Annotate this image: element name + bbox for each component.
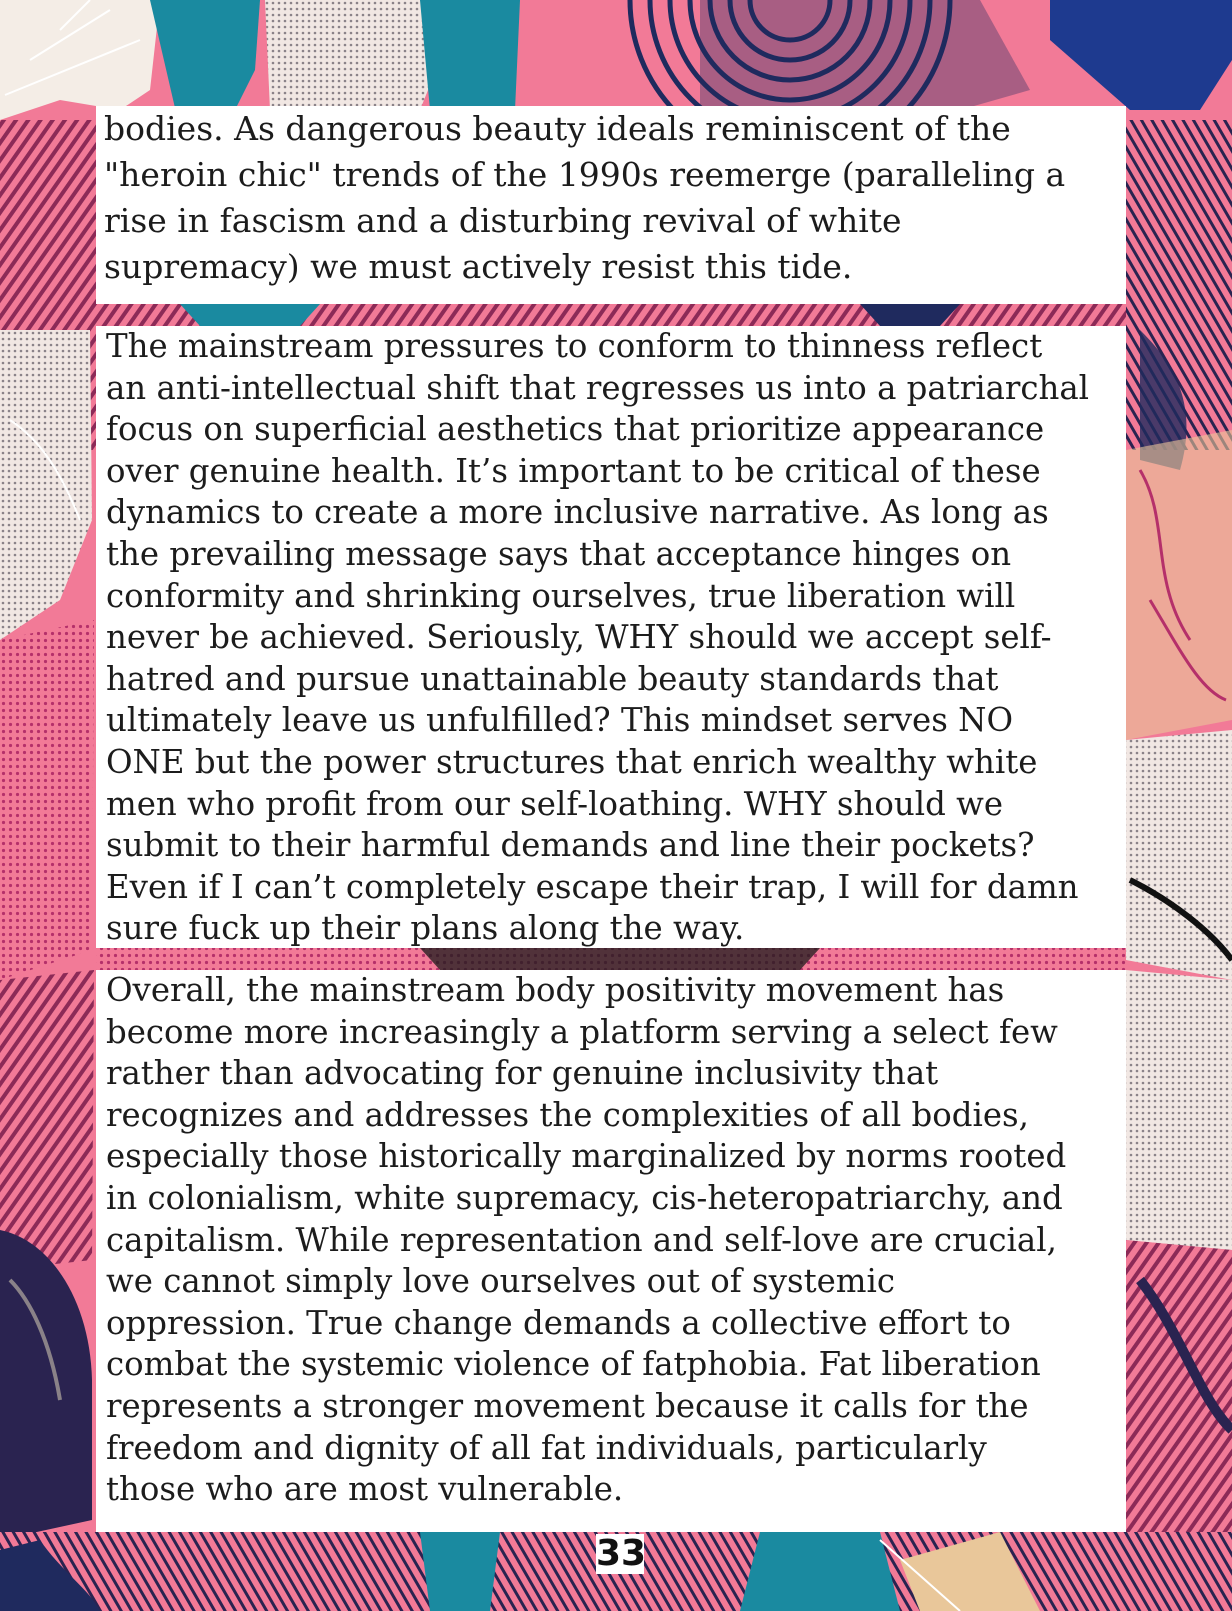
paragraph-line: those who are most vulnerable. <box>106 1470 624 1509</box>
paragraph-line: combat the systemic violence of fatphobia. Fat liberation <box>106 1345 1041 1384</box>
paragraph-line: oppression. True change demands a collective effort to <box>106 1303 1011 1342</box>
paragraph-line: capitalism. While representation and self-love are crucial, <box>106 1220 1057 1259</box>
paragraph-line: an anti-intellectual shift that regresses us into a patriarchal <box>106 368 1090 407</box>
paragraph-line: never be achieved. Seriously, WHY should we accept self- <box>106 618 1052 657</box>
paragraph-3 <box>96 970 1126 1532</box>
page-number: 33 <box>596 1533 647 1574</box>
paragraph-line: bodies. As dangerous beauty ideals reminiscent of the <box>104 109 1011 148</box>
paragraph-1 <box>96 106 1126 304</box>
paragraph-line: conformity and shrinking ourselves, true liberation will <box>106 576 1016 615</box>
paragraph-line: Even if I can’t completely escape their trap, I will for damn <box>106 867 1079 906</box>
paragraph-line: Overall, the mainstream body positivity movement has <box>106 971 1005 1009</box>
paragraph-line: ONE but the power structures that enrich wealthy white <box>106 742 1038 781</box>
paragraph-2 <box>96 326 1126 948</box>
paragraph-line: hatred and pursue unattainable beauty standards that <box>106 659 999 698</box>
paragraph-line: rise in fascism and a disturbing revival of white <box>104 201 902 240</box>
paragraph-line: we cannot simply love ourselves out of systemic <box>106 1262 895 1301</box>
paragraph-line: The mainstream pressures to conform to thinness reflect <box>106 327 1043 365</box>
paragraph-line: supremacy) we must actively resist this tide. <box>104 247 853 286</box>
paragraph-line: sure fuck up their plans along the way. <box>106 909 745 948</box>
paragraph-line: focus on superficial aesthetics that prioritize appearance <box>106 410 1045 449</box>
paragraph-line: over genuine health. It’s important to be critical of these <box>106 451 1041 490</box>
paragraph-line: in colonialism, white supremacy, cis-heteropatriarchy, and <box>106 1178 1063 1217</box>
paragraph-line: "heroin chic" trends of the 1990s reemerge (paralleling a <box>104 155 1066 194</box>
paragraph-line: dynamics to create a more inclusive narrative. As long as <box>106 493 1049 532</box>
paragraph-line: become more increasingly a platform serving a select few <box>106 1012 1058 1051</box>
paragraph-line: men who profit from our self-loathing. WHY should we <box>106 784 1004 823</box>
paragraph-line: ultimately leave us unfulfilled? This mindset serves NO <box>106 701 1014 740</box>
paragraph-line: especially those historically marginalized by norms rooted <box>106 1137 1067 1176</box>
paragraph-line: rather than advocating for genuine inclusivity that <box>106 1054 939 1093</box>
paragraph-line: freedom and dignity of all fat individuals, particularly <box>106 1428 987 1467</box>
paragraph-line: the prevailing message says that acceptance hinges on <box>106 534 1012 573</box>
paragraph-line: represents a stronger movement because it calls for the <box>106 1386 1029 1425</box>
paragraph-line: recognizes and addresses the complexities of all bodies, <box>106 1095 1029 1134</box>
paragraph-line: submit to their harmful demands and line their pockets? <box>106 826 1035 865</box>
